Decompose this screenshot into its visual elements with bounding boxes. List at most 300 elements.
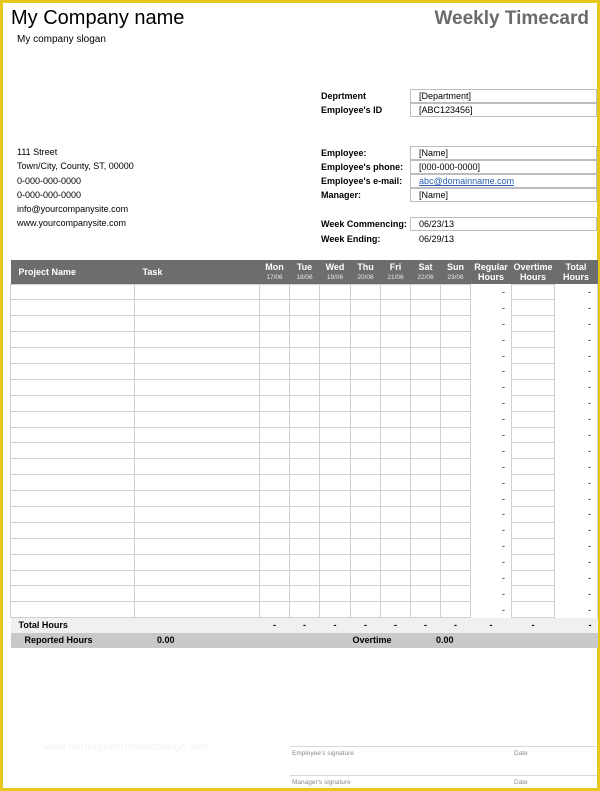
sun-cell[interactable] <box>441 332 471 348</box>
sat-cell[interactable] <box>411 459 441 475</box>
task-cell[interactable] <box>135 348 260 364</box>
tue-cell[interactable] <box>290 475 320 491</box>
project-name-cell[interactable] <box>11 554 135 570</box>
thu-cell[interactable] <box>351 491 381 507</box>
table-row <box>11 284 598 300</box>
tue-cell[interactable] <box>290 602 320 618</box>
tue-cell[interactable] <box>290 379 320 395</box>
table-row <box>11 570 598 586</box>
sat-cell[interactable] <box>411 395 441 411</box>
employee-phone-field[interactable]: [000-000-0000] <box>410 160 597 174</box>
fri-cell[interactable] <box>381 538 411 554</box>
sat-cell[interactable] <box>411 379 441 395</box>
week-ending-field[interactable]: 06/29/13 <box>410 232 597 246</box>
total-hours-label: Total Hours <box>11 618 260 633</box>
thu-cell[interactable] <box>351 570 381 586</box>
total-hours-cell: - <box>555 554 598 570</box>
overtime-hours-cell[interactable] <box>512 522 555 538</box>
week-commencing-field[interactable]: 06/23/13 <box>410 217 597 231</box>
reported-hours-cell <box>11 633 260 648</box>
project-name-cell[interactable] <box>11 506 135 522</box>
thu-cell[interactable] <box>351 586 381 602</box>
total-hours-cell: - <box>555 538 598 554</box>
task-cell[interactable] <box>135 332 260 348</box>
thu-cell[interactable] <box>351 538 381 554</box>
wed-cell[interactable] <box>320 332 351 348</box>
day-label: Tue <box>296 261 313 272</box>
table-row <box>11 348 598 364</box>
task-cell[interactable] <box>135 459 260 475</box>
sat-cell[interactable] <box>411 316 441 332</box>
tue-cell[interactable] <box>290 443 320 459</box>
overtime-hours-header <box>512 260 555 284</box>
day-date: 20/06 <box>357 273 374 281</box>
project-name-cell[interactable] <box>11 348 135 364</box>
fri-cell[interactable] <box>381 348 411 364</box>
day-date: 17/06 <box>266 273 283 281</box>
wed-cell[interactable] <box>320 475 351 491</box>
overtime-hours-cell[interactable] <box>512 506 555 522</box>
sat-cell[interactable] <box>411 506 441 522</box>
fri-cell[interactable] <box>381 379 411 395</box>
task-cell[interactable] <box>135 522 260 538</box>
tue-cell[interactable] <box>290 522 320 538</box>
tue-cell[interactable] <box>290 586 320 602</box>
total-sun: - <box>441 618 471 633</box>
address-fax: 0-000-000-0000 <box>17 190 82 200</box>
thu-cell[interactable] <box>351 363 381 379</box>
sat-cell[interactable] <box>411 538 441 554</box>
overtime-label: Overtime <box>352 635 392 646</box>
sun-cell[interactable] <box>441 491 471 507</box>
tue-cell[interactable] <box>290 506 320 522</box>
mon-cell[interactable] <box>260 395 290 411</box>
mon-cell[interactable] <box>260 570 290 586</box>
regular-hours-cell: - <box>471 411 512 427</box>
total-thu: - <box>351 618 381 633</box>
sat-cell[interactable] <box>411 363 441 379</box>
total-hours-cell: - <box>555 475 598 491</box>
wed-cell[interactable] <box>320 491 351 507</box>
tue-cell[interactable] <box>290 316 320 332</box>
total-hours-cell: - <box>555 586 598 602</box>
task-cell[interactable] <box>135 411 260 427</box>
thu-cell[interactable] <box>351 395 381 411</box>
employee-email-label: Employee's e-mail: <box>321 176 403 186</box>
overtime-hours-cell[interactable] <box>512 443 555 459</box>
tue-cell[interactable] <box>290 570 320 586</box>
wed-cell[interactable] <box>320 538 351 554</box>
overtime-header-line2: Hours <box>519 271 546 282</box>
tue-cell[interactable] <box>290 491 320 507</box>
project-name-header: Project Name <box>11 260 135 284</box>
project-name-cell[interactable] <box>11 316 135 332</box>
total-sat: - <box>411 618 441 633</box>
wed-cell[interactable] <box>320 379 351 395</box>
overtime-value: 0.00 <box>436 635 454 646</box>
reported-hours-row <box>11 633 598 648</box>
fri-cell[interactable] <box>381 522 411 538</box>
fri-cell[interactable] <box>381 411 411 427</box>
project-name-cell[interactable] <box>11 300 135 316</box>
sun-cell[interactable] <box>441 554 471 570</box>
employee-email-field[interactable] <box>410 174 597 188</box>
overtime-hours-cell[interactable] <box>512 459 555 475</box>
project-name-cell[interactable] <box>11 602 135 618</box>
fri-cell[interactable] <box>381 570 411 586</box>
thu-cell[interactable] <box>351 522 381 538</box>
overtime-hours-cell[interactable] <box>512 300 555 316</box>
sat-cell[interactable] <box>411 443 441 459</box>
thu-cell[interactable] <box>351 379 381 395</box>
manager-field[interactable]: [Name] <box>410 188 597 202</box>
sun-cell[interactable] <box>441 363 471 379</box>
thu-cell[interactable] <box>351 427 381 443</box>
regular-hours-cell: - <box>471 522 512 538</box>
overtime-hours-cell[interactable] <box>512 379 555 395</box>
fri-cell[interactable] <box>381 554 411 570</box>
wed-cell[interactable] <box>320 411 351 427</box>
total-overtime: - <box>512 618 555 633</box>
sun-cell[interactable] <box>441 379 471 395</box>
task-cell[interactable] <box>135 506 260 522</box>
total-hours-cell: - <box>555 395 598 411</box>
project-name-cell[interactable] <box>11 427 135 443</box>
project-name-cell[interactable] <box>11 522 135 538</box>
sun-cell[interactable] <box>441 570 471 586</box>
sat-cell[interactable] <box>411 427 441 443</box>
project-name-cell[interactable] <box>11 475 135 491</box>
fri-cell[interactable] <box>381 586 411 602</box>
sat-cell[interactable] <box>411 284 441 300</box>
sun-cell[interactable] <box>441 586 471 602</box>
fri-cell[interactable] <box>381 602 411 618</box>
thu-cell[interactable] <box>351 332 381 348</box>
overtime-hours-cell[interactable] <box>512 316 555 332</box>
overtime-header-line1: Overtime <box>513 261 553 272</box>
wed-cell[interactable] <box>320 586 351 602</box>
thu-cell[interactable] <box>351 459 381 475</box>
sun-cell[interactable] <box>441 506 471 522</box>
table-row <box>11 443 598 459</box>
day-label: Wed <box>325 261 345 272</box>
thu-cell[interactable] <box>351 506 381 522</box>
wed-cell[interactable] <box>320 506 351 522</box>
overtime-hours-cell[interactable] <box>512 411 555 427</box>
thu-cell[interactable] <box>351 475 381 491</box>
table-header-row <box>11 260 598 284</box>
manager-signature-line <box>290 775 597 776</box>
mon-cell[interactable] <box>260 443 290 459</box>
task-header: Task <box>135 260 260 284</box>
regular-hours-cell: - <box>471 443 512 459</box>
task-cell[interactable] <box>135 427 260 443</box>
project-name-cell[interactable] <box>11 491 135 507</box>
project-name-cell[interactable] <box>11 443 135 459</box>
sat-cell[interactable] <box>411 475 441 491</box>
watermark-text: www.heritagechristiancollege.com <box>43 742 210 753</box>
project-name-cell[interactable] <box>11 411 135 427</box>
table-row <box>11 395 598 411</box>
project-name-cell[interactable] <box>11 570 135 586</box>
fri-cell[interactable] <box>381 443 411 459</box>
total-fri: - <box>381 618 411 633</box>
mon-cell[interactable] <box>260 538 290 554</box>
task-cell[interactable] <box>135 491 260 507</box>
total-hours-header <box>555 260 598 284</box>
tue-cell[interactable] <box>290 411 320 427</box>
total-hours-row <box>11 618 598 633</box>
task-cell[interactable] <box>135 316 260 332</box>
sun-cell[interactable] <box>441 284 471 300</box>
department-field[interactable]: [Department] <box>410 89 597 103</box>
project-name-cell[interactable] <box>11 586 135 602</box>
regular-hours-cell: - <box>471 348 512 364</box>
overtime-hours-cell[interactable] <box>512 586 555 602</box>
sat-cell[interactable] <box>411 491 441 507</box>
fri-cell[interactable] <box>381 395 411 411</box>
overtime-hours-cell[interactable] <box>512 427 555 443</box>
thu-cell[interactable] <box>351 411 381 427</box>
wed-cell[interactable] <box>320 284 351 300</box>
total-header-line1: Total <box>565 262 587 272</box>
task-cell[interactable] <box>135 379 260 395</box>
total-hours-cell: - <box>555 411 598 427</box>
fri-cell[interactable] <box>381 506 411 522</box>
tue-cell[interactable] <box>290 395 320 411</box>
table-row <box>11 332 598 348</box>
total-hours-cell: - <box>555 443 598 459</box>
tue-cell[interactable] <box>290 363 320 379</box>
fri-cell[interactable] <box>381 491 411 507</box>
employee-label: Employee: <box>321 148 367 158</box>
day-label: Sat <box>418 261 433 272</box>
mon-cell[interactable] <box>260 379 290 395</box>
total-header-line2: Hours <box>562 272 589 282</box>
mon-cell[interactable] <box>260 475 290 491</box>
task-cell[interactable] <box>135 586 260 602</box>
project-name-cell[interactable] <box>11 363 135 379</box>
table-row <box>11 491 598 507</box>
mon-cell[interactable] <box>260 427 290 443</box>
wed-cell[interactable] <box>320 348 351 364</box>
task-cell[interactable] <box>135 395 260 411</box>
overtime-hours-cell[interactable] <box>512 570 555 586</box>
reported-gap <box>260 633 351 648</box>
task-cell[interactable] <box>135 443 260 459</box>
task-cell[interactable] <box>135 475 260 491</box>
task-cell[interactable] <box>135 602 260 618</box>
day-label: Fri <box>389 261 402 272</box>
day-header-fri <box>381 260 411 284</box>
sun-cell[interactable] <box>441 443 471 459</box>
company-slogan: My company slogan <box>17 34 106 45</box>
day-label: Sun <box>447 261 464 272</box>
sun-cell[interactable] <box>441 427 471 443</box>
task-cell[interactable] <box>135 538 260 554</box>
fri-cell[interactable] <box>381 459 411 475</box>
day-header-mon <box>260 260 290 284</box>
wed-cell[interactable] <box>320 395 351 411</box>
project-name-cell[interactable] <box>11 395 135 411</box>
table-row <box>11 379 598 395</box>
sat-cell[interactable] <box>411 348 441 364</box>
sat-cell[interactable] <box>411 411 441 427</box>
tue-cell[interactable] <box>290 554 320 570</box>
reported-hours-label: Reported Hours <box>24 635 93 646</box>
tue-cell[interactable] <box>290 459 320 475</box>
regular-hours-cell: - <box>471 459 512 475</box>
overtime-hours-cell[interactable] <box>512 491 555 507</box>
mon-cell[interactable] <box>260 506 290 522</box>
sun-cell[interactable] <box>441 538 471 554</box>
total-hours-cell: - <box>555 284 598 300</box>
wed-cell[interactable] <box>320 602 351 618</box>
thu-cell[interactable] <box>351 316 381 332</box>
tue-cell[interactable] <box>290 348 320 364</box>
employee-id-label: Employee's ID <box>321 105 383 115</box>
mon-cell[interactable] <box>260 586 290 602</box>
table-row <box>11 427 598 443</box>
sat-cell[interactable] <box>411 570 441 586</box>
sun-cell[interactable] <box>441 316 471 332</box>
wed-cell[interactable] <box>320 300 351 316</box>
project-name-cell[interactable] <box>11 379 135 395</box>
wed-cell[interactable] <box>320 316 351 332</box>
sat-cell[interactable] <box>411 554 441 570</box>
fri-cell[interactable] <box>381 332 411 348</box>
thu-cell[interactable] <box>351 554 381 570</box>
fri-cell[interactable] <box>381 300 411 316</box>
table-row <box>11 586 598 602</box>
project-name-cell[interactable] <box>11 284 135 300</box>
mon-cell[interactable] <box>260 411 290 427</box>
overtime-hours-cell[interactable] <box>512 332 555 348</box>
sun-cell[interactable] <box>441 411 471 427</box>
overtime-hours-cell[interactable] <box>512 554 555 570</box>
day-date: 21/06 <box>387 273 404 281</box>
total-hours-cell: - <box>555 348 598 364</box>
employee-name-field[interactable]: [Name] <box>410 146 597 160</box>
mon-cell[interactable] <box>260 459 290 475</box>
project-name-cell[interactable] <box>11 332 135 348</box>
regular-hours-cell: - <box>471 602 512 618</box>
wed-cell[interactable] <box>320 459 351 475</box>
task-cell[interactable] <box>135 363 260 379</box>
sat-cell[interactable] <box>411 602 441 618</box>
total-tue: - <box>290 618 320 633</box>
sun-cell[interactable] <box>441 459 471 475</box>
task-cell[interactable] <box>135 554 260 570</box>
table-row <box>11 522 598 538</box>
mon-cell[interactable] <box>260 363 290 379</box>
tue-cell[interactable] <box>290 300 320 316</box>
overtime-hours-cell[interactable] <box>512 363 555 379</box>
wed-cell[interactable] <box>320 363 351 379</box>
fri-cell[interactable] <box>381 363 411 379</box>
mon-cell[interactable] <box>260 554 290 570</box>
employee-id-field[interactable]: [ABC123456] <box>410 103 597 117</box>
mon-cell[interactable] <box>260 491 290 507</box>
fri-cell[interactable] <box>381 475 411 491</box>
sun-cell[interactable] <box>441 395 471 411</box>
sun-cell[interactable] <box>441 300 471 316</box>
overtime-hours-cell[interactable] <box>512 348 555 364</box>
total-wed: - <box>320 618 351 633</box>
sat-cell[interactable] <box>411 586 441 602</box>
mon-cell[interactable] <box>260 332 290 348</box>
regular-hours-cell: - <box>471 586 512 602</box>
thu-cell[interactable] <box>351 300 381 316</box>
total-hours-cell: - <box>555 459 598 475</box>
wed-cell[interactable] <box>320 427 351 443</box>
employee-signature-label: Employee's signature <box>292 750 354 757</box>
sun-cell[interactable] <box>441 475 471 491</box>
thu-cell[interactable] <box>351 443 381 459</box>
mon-cell[interactable] <box>260 602 290 618</box>
task-cell[interactable] <box>135 300 260 316</box>
address-website: www.yourcompanysite.com <box>17 218 127 228</box>
thu-cell[interactable] <box>351 602 381 618</box>
total-mon: - <box>260 618 290 633</box>
tue-cell[interactable] <box>290 538 320 554</box>
wed-cell[interactable] <box>320 570 351 586</box>
fri-cell[interactable] <box>381 427 411 443</box>
regular-header-line1: Regular <box>474 262 508 272</box>
address-city: Town/City, County, ST, 00000 <box>17 161 134 171</box>
total-hours-cell: - <box>555 491 598 507</box>
overtime-hours-cell[interactable] <box>512 602 555 618</box>
thu-cell[interactable] <box>351 284 381 300</box>
sat-cell[interactable] <box>411 332 441 348</box>
overtime-hours-cell[interactable] <box>512 284 555 300</box>
mon-cell[interactable] <box>260 300 290 316</box>
table-row <box>11 538 598 554</box>
wed-cell[interactable] <box>320 443 351 459</box>
sat-cell[interactable] <box>411 522 441 538</box>
task-cell[interactable] <box>135 570 260 586</box>
mon-cell[interactable] <box>260 284 290 300</box>
project-name-cell[interactable] <box>11 538 135 554</box>
thu-cell[interactable] <box>351 348 381 364</box>
tue-cell[interactable] <box>290 427 320 443</box>
regular-hours-cell: - <box>471 379 512 395</box>
fri-cell[interactable] <box>381 284 411 300</box>
employee-email-link[interactable]: abc@domainname.com <box>419 176 515 186</box>
day-label: Thu <box>357 261 374 272</box>
overtime-hours-cell[interactable] <box>512 475 555 491</box>
mon-cell[interactable] <box>260 348 290 364</box>
wed-cell[interactable] <box>320 522 351 538</box>
sun-cell[interactable] <box>441 348 471 364</box>
mon-cell[interactable] <box>260 522 290 538</box>
project-name-cell[interactable] <box>11 459 135 475</box>
task-cell[interactable] <box>135 284 260 300</box>
sat-cell[interactable] <box>411 300 441 316</box>
sun-cell[interactable] <box>441 522 471 538</box>
sun-cell[interactable] <box>441 602 471 618</box>
overtime-hours-cell[interactable] <box>512 395 555 411</box>
reported-hours-value: 0.00 <box>157 635 175 646</box>
day-header-sun <box>441 260 471 284</box>
wed-cell[interactable] <box>320 554 351 570</box>
mon-cell[interactable] <box>260 316 290 332</box>
overtime-hours-cell[interactable] <box>512 538 555 554</box>
tue-cell[interactable] <box>290 284 320 300</box>
tue-cell[interactable] <box>290 332 320 348</box>
regular-hours-cell: - <box>471 570 512 586</box>
fri-cell[interactable] <box>381 316 411 332</box>
